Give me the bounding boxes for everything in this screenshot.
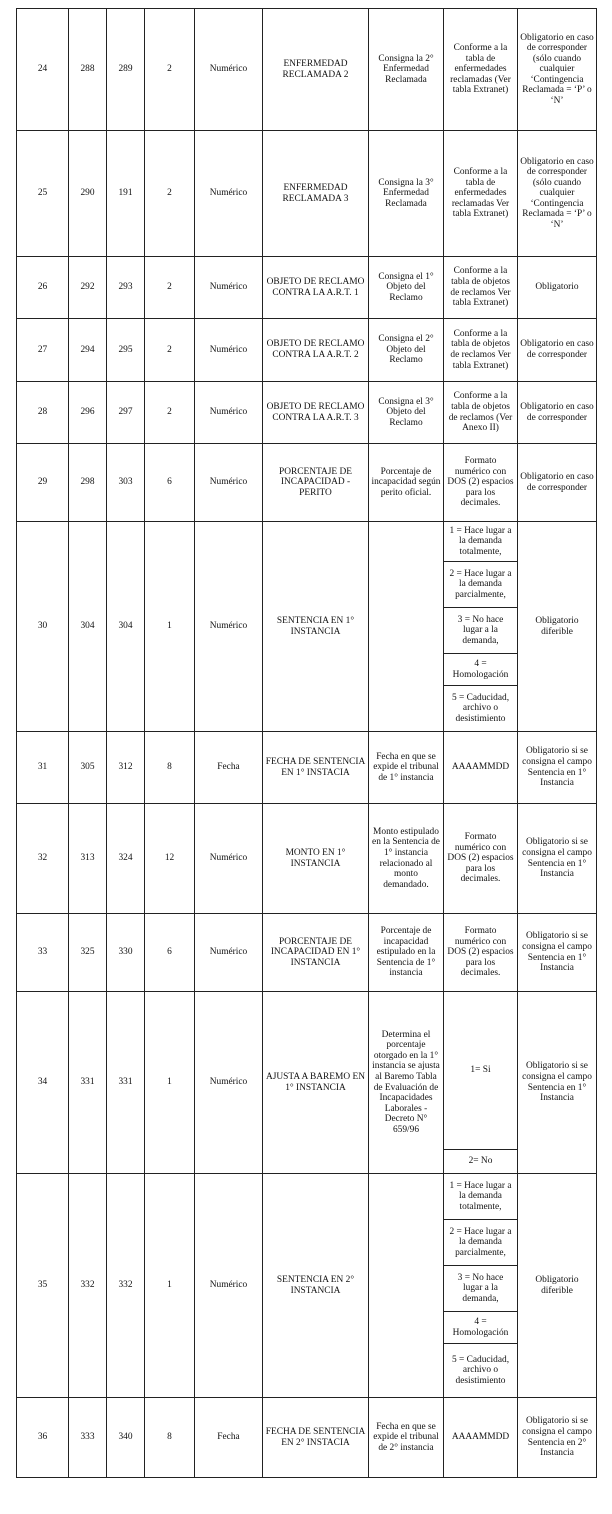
field-name: SENTENCIA EN 1° INSTANCIA: [263, 522, 369, 732]
field-observation: Obligatorio diferible: [518, 522, 597, 732]
field-description: Consigna la 2° Enfermedad Reclamada: [369, 9, 444, 131]
position-to: 295: [107, 319, 145, 382]
field-values: Conforme a la tabla de enfermedades reclamadas Ver tabla Extranet): [444, 131, 518, 257]
position-from: 294: [69, 319, 107, 382]
position-to: 331: [107, 992, 145, 1174]
field-observation: Obligatorio en caso de corresponder (sólo cuando cualquier ‘Contingencia Reclamada = ‘P’ o ‘N’: [518, 131, 597, 257]
field-type: Numérico: [195, 444, 263, 522]
position-from: 290: [69, 131, 107, 257]
field-length: 1: [145, 992, 195, 1174]
field-number: 24: [17, 9, 69, 131]
position-to: 289: [107, 9, 145, 131]
position-to: 304: [107, 522, 145, 732]
field-observation: Obligatorio si se consigna el campo Sentencia en 2° Instancia: [518, 1398, 597, 1478]
field-description: Fecha en que se expide el tribunal de 1° instancia: [369, 732, 444, 804]
position-from: 333: [69, 1398, 107, 1478]
field-observation: Obligatorio si se consigna el campo Sentencia en 1° Instancia: [518, 804, 597, 914]
field-description: [369, 1174, 444, 1398]
position-from: 292: [69, 257, 107, 319]
position-to: 330: [107, 914, 145, 992]
position-to: 191: [107, 131, 145, 257]
value-option: 3 = No hace lugar a la demanda,: [444, 1266, 518, 1312]
field-type: Numérico: [195, 131, 263, 257]
value-option: 2 = Hace lugar a la demanda parcialmente,: [444, 562, 518, 608]
table-row: [17, 732, 597, 804]
field-description: Porcentaje de incapacidad según perito oficial.: [369, 444, 444, 522]
field-observation: Obligatorio si se consigna el campo Sentencia en 1° Instancia: [518, 732, 597, 804]
field-number: 30: [17, 522, 69, 732]
table-row: [17, 522, 597, 562]
field-type: Numérico: [195, 914, 263, 992]
field-length: 2: [145, 131, 195, 257]
field-name: PORCENTAJE DE INCAPACIDAD - PERITO: [263, 444, 369, 522]
position-to: 293: [107, 257, 145, 319]
field-type: Numérico: [195, 804, 263, 914]
field-number: 34: [17, 992, 69, 1174]
field-length: 2: [145, 382, 195, 444]
field-number: 33: [17, 914, 69, 992]
position-to: 324: [107, 804, 145, 914]
field-length: 6: [145, 914, 195, 992]
position-from: 305: [69, 732, 107, 804]
table-row: [17, 1174, 597, 1220]
field-type: Numérico: [195, 1174, 263, 1398]
value-option: 2 = Hace lugar a la demanda parcialmente,: [444, 1220, 518, 1266]
field-observation: Obligatorio: [518, 257, 597, 319]
value-option: 4 = Homologación: [444, 654, 518, 686]
value-option: 5 = Caducidad, archivo o desistimiento: [444, 686, 518, 732]
position-from: 298: [69, 444, 107, 522]
position-to: 297: [107, 382, 145, 444]
position-to: 332: [107, 1174, 145, 1398]
position-to: 312: [107, 732, 145, 804]
field-values: Formato numérico con DOS (2) espacios para los decimales.: [444, 914, 518, 992]
field-values: Formato numérico con DOS (2) espacios para los decimales.: [444, 804, 518, 914]
field-description: Determina el porcentaje otorgado en la 1° instancia se ajusta al Baremo Tabla de Evaluación de Incapacidades Laborales - Decreto N° 659/96: [369, 992, 444, 1174]
value-option: 1= Si: [444, 992, 518, 1150]
position-from: 304: [69, 522, 107, 732]
field-type: Fecha: [195, 1398, 263, 1478]
field-values: AAAAMMDD: [444, 732, 518, 804]
document-page: [16, 8, 596, 1478]
field-values: Conforme a la tabla de objetos de reclamos Ver tabla Extranet): [444, 319, 518, 382]
field-observation: Obligatorio en caso de corresponder: [518, 382, 597, 444]
position-from: 325: [69, 914, 107, 992]
field-number: 35: [17, 1174, 69, 1398]
field-observation: Obligatorio si se consigna el campo Sentencia en 1° Instancia: [518, 914, 597, 992]
field-observation: Obligatorio en caso de corresponder: [518, 319, 597, 382]
field-name: ENFERMEDAD RECLAMADA 3: [263, 131, 369, 257]
table-row: [17, 804, 597, 914]
table-row: [17, 9, 597, 131]
field-name: OBJETO DE RECLAMO CONTRA LA A.R.T. 2: [263, 319, 369, 382]
field-observation: Obligatorio en caso de corresponder (sólo cuando cualquier ‘Contingencia Reclamada = ‘P’ o ‘N’: [518, 9, 597, 131]
field-name: OBJETO DE RECLAMO CONTRA LA A.R.T. 1: [263, 257, 369, 319]
position-from: 331: [69, 992, 107, 1174]
field-type: Fecha: [195, 732, 263, 804]
field-name: MONTO EN 1° INSTANCIA: [263, 804, 369, 914]
value-option: 1 = Hace lugar a la demanda totalmente,: [444, 522, 518, 562]
field-number: 31: [17, 732, 69, 804]
field-number: 25: [17, 131, 69, 257]
field-name: FECHA DE SENTENCIA EN 1° INSTACIA: [263, 732, 369, 804]
table-row: [17, 444, 597, 522]
position-to: 303: [107, 444, 145, 522]
table-row: [17, 1398, 597, 1478]
field-number: 26: [17, 257, 69, 319]
field-number: 32: [17, 804, 69, 914]
field-name: OBJETO DE RECLAMO CONTRA LA A.R.T. 3: [263, 382, 369, 444]
value-option: 1 = Hace lugar a la demanda totalmente,: [444, 1174, 518, 1220]
field-length: 2: [145, 9, 195, 131]
field-type: Numérico: [195, 382, 263, 444]
field-observation: Obligatorio diferible: [518, 1174, 597, 1398]
value-option: 5 = Caducidad, archivo o desistimiento: [444, 1344, 518, 1398]
field-values: Conforme a la tabla de enfermedades reclamadas (Ver tabla Extranet): [444, 9, 518, 131]
field-type: Numérico: [195, 9, 263, 131]
field-number: 29: [17, 444, 69, 522]
field-length: 2: [145, 257, 195, 319]
field-number: 28: [17, 382, 69, 444]
field-number: 36: [17, 1398, 69, 1478]
field-length: 8: [145, 1398, 195, 1478]
table-row: [17, 992, 597, 1150]
position-from: 288: [69, 9, 107, 131]
field-type: Numérico: [195, 522, 263, 732]
field-description: Consigna la 3° Enfermedad Reclamada: [369, 131, 444, 257]
position-from: 332: [69, 1174, 107, 1398]
field-length: 6: [145, 444, 195, 522]
field-description: Monto estipulado en la Sentencia de 1° instancia relacionado al monto demandado.: [369, 804, 444, 914]
field-name: SENTENCIA EN 2° INSTANCIA: [263, 1174, 369, 1398]
table-row: [17, 382, 597, 444]
field-description: [369, 522, 444, 732]
position-from: 296: [69, 382, 107, 444]
table-row: [17, 914, 597, 992]
field-length: 1: [145, 522, 195, 732]
field-observation: Obligatorio en caso de corresponder: [518, 444, 597, 522]
field-length: 1: [145, 1174, 195, 1398]
table-row: [17, 319, 597, 382]
field-length: 2: [145, 319, 195, 382]
field-name: FECHA DE SENTENCIA EN 2° INSTACIA: [263, 1398, 369, 1478]
field-length: 12: [145, 804, 195, 914]
position-from: 313: [69, 804, 107, 914]
field-number: 27: [17, 319, 69, 382]
field-description: Consigna el 3° Objeto del Reclamo: [369, 382, 444, 444]
field-name: ENFERMEDAD RECLAMADA 2: [263, 9, 369, 131]
value-option: 2= No: [444, 1150, 518, 1174]
field-values: AAAAMMDD: [444, 1398, 518, 1478]
field-values: Conforme a la tabla de objetos de reclamos (Ver Anexo II): [444, 382, 518, 444]
position-to: 340: [107, 1398, 145, 1478]
field-length: 8: [145, 732, 195, 804]
field-values: Formato numérico con DOS (2) espacios para los decimales.: [444, 444, 518, 522]
field-observation: Obligatorio si se consigna el campo Sentencia en 1° Instancia: [518, 992, 597, 1174]
field-values: Conforme a la tabla de objetos de reclamos Ver tabla Extranet): [444, 257, 518, 319]
value-option: 4 = Homologación: [444, 1312, 518, 1344]
field-type: Numérico: [195, 992, 263, 1174]
field-name: AJUSTA A BAREMO EN 1° INSTANCIA: [263, 992, 369, 1174]
field-description: Fecha en que se expide el tribunal de 2° instancia: [369, 1398, 444, 1478]
field-type: Numérico: [195, 257, 263, 319]
field-description: Consigna el 2° Objeto del Reclamo: [369, 319, 444, 382]
field-description: Consigna el 1° Objeto del Reclamo: [369, 257, 444, 319]
value-option: 3 = No hace lugar a la demanda,: [444, 608, 518, 654]
table-row: [17, 257, 597, 319]
field-type: Numérico: [195, 319, 263, 382]
table-row: [17, 131, 597, 257]
field-name: PORCENTAJE DE INCAPACIDAD EN 1° INSTANCIA: [263, 914, 369, 992]
field-description: Porcentaje de incapacidad estipulado en la Sentencia de 1° instancia: [369, 914, 444, 992]
field-spec-table: [16, 8, 597, 1478]
